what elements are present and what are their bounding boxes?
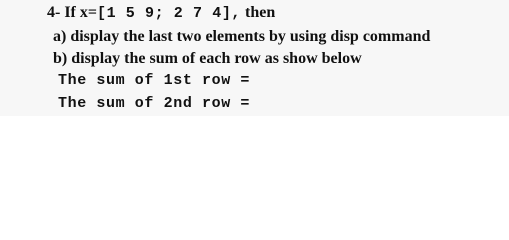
question-page: [0, 0, 509, 116]
part-a-text: a) display the last two elements by using disp command: [53, 28, 431, 45]
question-suffix: then: [241, 4, 276, 21]
question-line: [47, 3, 275, 24]
part-b-text: b) display the sum of each row as show below: [53, 50, 362, 67]
output-line-1: The sum of 1st row =: [58, 72, 251, 89]
question-number: 4- If x=: [47, 4, 97, 21]
output-line-2: The sum of 2nd row =: [58, 95, 251, 112]
matrix-definition: [1 5 9; 2 7 4],: [97, 5, 242, 22]
